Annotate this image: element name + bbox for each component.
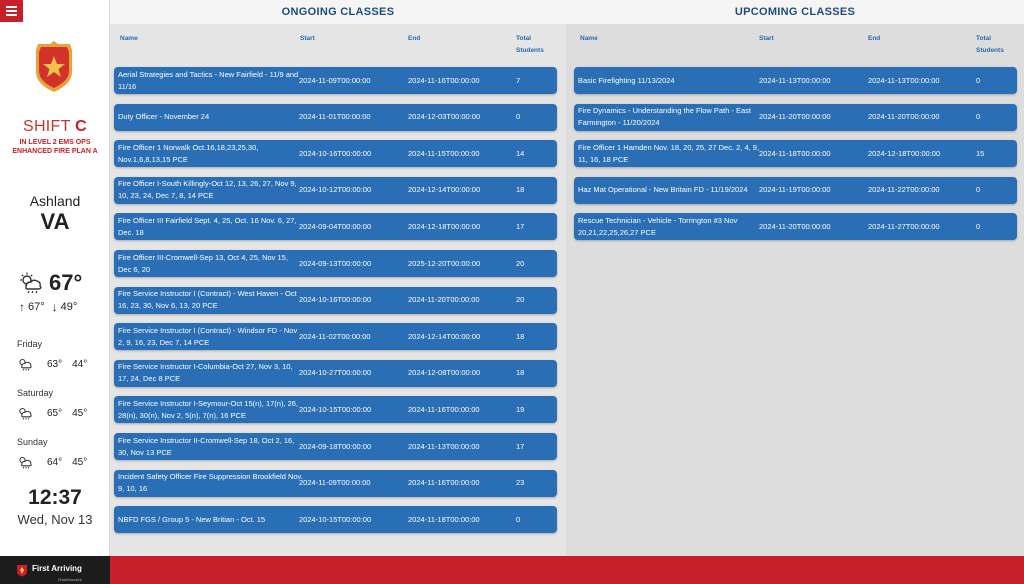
forecast-high: 63° <box>47 358 63 370</box>
class-row[interactable] <box>574 177 1017 204</box>
ongoing-classes-title: ONGOING CLASSES <box>110 0 566 24</box>
class-row[interactable] <box>574 67 1017 94</box>
class-row[interactable] <box>114 213 557 240</box>
brand-name: First Arriving <box>32 564 82 573</box>
menu-button[interactable] <box>0 0 23 22</box>
class-name: NBFD FGS / Group 5 - New Britian - Oct. 15 <box>118 514 266 524</box>
class-row[interactable] <box>114 140 557 167</box>
class-end: 2024-11-13T00:00:00 <box>408 441 480 451</box>
today-high-low <box>19 300 109 314</box>
current-weather <box>19 268 109 298</box>
class-row[interactable] <box>114 433 557 460</box>
forecast-high: 64° <box>47 456 63 468</box>
class-end: 2024-11-15T00:00:00 <box>408 148 480 158</box>
class-start: 2024-10-15T00:00:00 <box>299 514 372 524</box>
class-name: Fire Dynamics - Understanding the Flow Path - East Farmington - 11/20/2024 <box>578 106 751 128</box>
class-total-students: 15 <box>976 148 985 158</box>
partly-cloudy-rain-icon <box>19 272 43 294</box>
class-row[interactable] <box>114 360 557 387</box>
class-start: 2024-11-02T00:00:00 <box>299 331 371 341</box>
column-header-name: Name <box>120 35 138 42</box>
class-start: 2024-09-13T00:00:00 <box>299 258 372 268</box>
brand-text <box>32 558 82 582</box>
class-start: 2024-11-20T00:00:00 <box>759 112 831 122</box>
class-start: 2024-11-01T00:00:00 <box>299 112 371 122</box>
class-start: 2024-11-20T00:00:00 <box>759 221 831 231</box>
class-row[interactable] <box>574 140 1017 167</box>
class-name: Basic Firefighting 11/13/2024 <box>578 75 675 85</box>
class-name: Rescue Technician - Vehicle - Torrington #3 Nov 20,21,22,25,26,27 PCE <box>578 215 738 237</box>
class-name: Fire Officer III Fairfield Sept. 4, 25, Oct. 16 Nov. 6, 27, Dec. 18 <box>118 215 297 237</box>
shift-status: IN LEVEL 2 EMS OPS ENHANCED FIRE PLAN A <box>12 139 98 155</box>
class-total-students: 17 <box>516 441 525 451</box>
forecast-day-name: Sunday <box>17 437 48 447</box>
class-name: Fire Service Instructor II-Cromwell-Sep 18, Oct 2, 16, 30, Nov 13 PCE <box>118 435 295 457</box>
class-name: Fire Officer III-Cromwell-Sep 13, Oct 4, 25, Nov 15, Dec 6, 20 <box>118 252 288 274</box>
department-badge-icon <box>30 38 78 94</box>
forecast-low: 45° <box>72 456 88 468</box>
hamburger-line <box>6 6 17 8</box>
class-end: 2024-11-20T00:00:00 <box>868 112 940 122</box>
class-start: 2024-11-13T00:00:00 <box>759 75 831 85</box>
class-name: Fire Service Instructor I (Contract) - West Haven - Oct 16, 23, 30, Nov 6, 13, 20 PCE <box>118 289 297 311</box>
class-end: 2024-11-18T00:00:00 <box>408 514 480 524</box>
class-end: 2024-12-14T00:00:00 <box>408 331 481 341</box>
class-end: 2024-11-16T00:00:00 <box>408 478 480 488</box>
forecast-low: 45° <box>72 407 88 419</box>
class-end: 2024-12-18T00:00:00 <box>408 221 481 231</box>
column-header-total: Total Students <box>516 35 544 54</box>
city-name: Ashland <box>29 193 81 209</box>
class-start: 2024-11-19T00:00:00 <box>759 185 831 195</box>
class-row[interactable] <box>114 506 557 533</box>
class-name: Incident Safety Officer Fire Suppression Brookfield Nov. 9, 10, 16 <box>118 472 303 494</box>
forecast-low: 44° <box>72 358 88 370</box>
class-name: Fire Officer I-South Killingly-Oct 12, 13, 26, 27, Nov 9, 10, 23, 24, Dec 7, 8, 14 PCE <box>118 179 297 201</box>
class-total-students: 18 <box>516 368 525 378</box>
class-row[interactable] <box>114 470 557 497</box>
class-start: 2024-09-18T00:00:00 <box>299 441 372 451</box>
column-header-end: End <box>408 35 421 42</box>
class-end: 2024-11-16T00:00:00 <box>408 75 480 85</box>
clock-date: Wed, Nov 13 <box>17 512 93 527</box>
brand-footer <box>0 556 110 584</box>
forecast-day <box>17 388 107 420</box>
class-end: 2024-12-03T00:00:00 <box>408 112 481 122</box>
class-name: Duty Officer - November 24 <box>118 112 210 122</box>
class-start: 2024-11-09T00:00:00 <box>299 75 371 85</box>
class-name: Fire Service Instructor I-Columbia-Oct 27, Nov 3, 10, 17, 24, Dec 8 PCE <box>118 362 293 384</box>
class-total-students: 18 <box>516 331 525 341</box>
ongoing-classes-panel <box>110 0 566 556</box>
upcoming-classes-title: UPCOMING CLASSES <box>566 0 1024 24</box>
class-start: 2024-11-18T00:00:00 <box>759 148 831 158</box>
class-end: 2024-12-18T00:00:00 <box>868 148 941 158</box>
forecast-temps <box>17 455 107 469</box>
class-row[interactable] <box>114 67 557 94</box>
class-row[interactable] <box>114 250 557 277</box>
class-start: 2024-10-27T00:00:00 <box>299 368 372 378</box>
class-total-students: 0 <box>976 112 981 122</box>
class-total-students: 0 <box>516 112 521 122</box>
arrow-up-icon: ↑ <box>19 300 25 314</box>
shift-letter: C <box>75 118 88 135</box>
hamburger-line <box>6 14 17 16</box>
class-row[interactable] <box>574 213 1017 240</box>
class-end: 2024-11-16T00:00:00 <box>408 404 480 414</box>
class-end: 2024-11-20T00:00:00 <box>408 295 480 305</box>
shift-indicator <box>0 118 110 136</box>
class-start: 2024-11-09T00:00:00 <box>299 478 371 488</box>
class-end: 2024-11-13T00:00:00 <box>868 75 940 85</box>
class-name: Fire Officer 1 Hamden Nov. 18, 20, 25, 27 Dec. 2, 4, 9, 11, 16, 18 PCE <box>578 142 760 164</box>
class-total-students: 0 <box>516 514 521 524</box>
class-total-students: 20 <box>516 295 525 305</box>
partly-cloudy-rain-icon <box>17 357 33 371</box>
upcoming-classes-panel <box>566 0 1024 556</box>
class-row[interactable] <box>114 323 557 350</box>
state-name: VA <box>40 209 70 234</box>
hamburger-line <box>6 10 17 12</box>
forecast-day <box>17 437 107 469</box>
class-row[interactable] <box>114 104 557 131</box>
class-row[interactable] <box>114 396 557 423</box>
clock-time: 12:37 <box>28 486 82 509</box>
class-name: Fire Service Instructor I (Contract) - Windsor FD - Nov 2, 9, 16, 23, Dec 7, 14 PCE <box>118 325 298 347</box>
class-total-students: 0 <box>976 75 981 85</box>
shift-label: SHIFT <box>22 118 71 135</box>
brand-tag: Dashboards <box>58 577 82 582</box>
class-start: 2024-10-16T00:00:00 <box>299 295 372 305</box>
forecast-day-name: Saturday <box>17 388 54 398</box>
class-row[interactable] <box>114 287 557 314</box>
column-header-total: Total Students <box>976 35 1004 54</box>
sidebar <box>0 0 110 584</box>
class-start: 2024-10-15T00:00:00 <box>299 404 372 414</box>
forecast-temps <box>17 357 107 371</box>
class-name: Aerial Strategies and Tactics - New Fairfield - 11/9 and 11/16 <box>118 69 299 91</box>
arrow-down-icon: ↓ <box>51 300 58 314</box>
class-name: Fire Service Instructor I-Seymour-Oct 15(n), 17(n), 26, 28(n), 30(n), Nov 2, 5(n), 7(n), 16 PCE <box>118 398 299 420</box>
partly-cloudy-rain-icon <box>17 406 33 420</box>
class-end: 2025-12-20T00:00:00 <box>408 258 481 268</box>
column-header-end: End <box>868 35 881 42</box>
class-end: 2024-11-22T00:00:00 <box>868 185 940 195</box>
class-start: 2024-10-16T00:00:00 <box>299 148 372 158</box>
first-arriving-logo-icon <box>16 564 28 577</box>
class-end: 2024-11-27T00:00:00 <box>868 221 940 231</box>
class-total-students: 19 <box>516 404 525 414</box>
class-total-students: 18 <box>516 185 525 195</box>
footer-bar <box>110 556 1024 584</box>
class-end: 2024-12-14T00:00:00 <box>408 185 481 195</box>
forecast-day <box>17 339 107 371</box>
class-total-students: 20 <box>516 258 525 268</box>
today-high: 67° <box>28 301 45 313</box>
class-total-students: 14 <box>516 148 525 158</box>
class-total-students: 7 <box>516 75 521 85</box>
current-temperature: 67° <box>49 270 83 295</box>
class-total-students: 17 <box>516 221 525 231</box>
forecast-day-name: Friday <box>17 339 43 349</box>
partly-cloudy-rain-icon <box>17 455 33 469</box>
column-header-start: Start <box>759 35 774 42</box>
forecast-high: 65° <box>47 407 63 419</box>
class-total-students: 0 <box>976 221 981 231</box>
today-low: 49° <box>60 301 78 313</box>
column-header-start: Start <box>300 35 315 42</box>
column-header-name: Name <box>580 35 598 42</box>
class-start: 2024-10-12T00:00:00 <box>299 185 372 195</box>
class-name: Haz Mat Operational - New Britain FD - 11/19/2024 <box>578 185 748 195</box>
forecast-temps <box>17 406 107 420</box>
class-total-students: 0 <box>976 185 981 195</box>
class-row[interactable] <box>114 177 557 204</box>
class-total-students: 23 <box>516 478 525 488</box>
class-end: 2024-12-08T00:00:00 <box>408 368 481 378</box>
class-start: 2024-09-04T00:00:00 <box>299 221 372 231</box>
class-row[interactable] <box>574 104 1017 131</box>
class-name: Fire Officer 1 Norwalk Oct.16,18,23,25,30, Nov.1,6,8,13,15 PCE <box>118 142 259 164</box>
